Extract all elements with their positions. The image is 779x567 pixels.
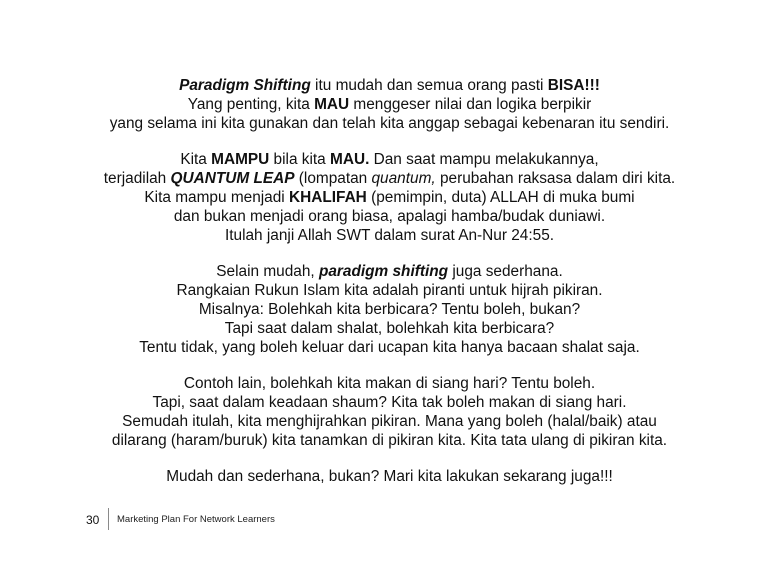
text-line: [0, 76, 779, 95]
text-segment: bila kita: [269, 151, 331, 168]
paragraph: [0, 467, 779, 486]
text-segment: Rangkaian Rukun Islam kita adalah piranti untuk hijrah pikiran.: [176, 282, 603, 299]
emphasis-text: paradigm shifting: [318, 263, 449, 280]
text-line: [0, 188, 779, 207]
strong-text: [179, 77, 311, 94]
text-segment: Dan saat mampu melakukannya,: [369, 151, 599, 168]
text-line: [0, 467, 779, 486]
text-segment: Kita: [180, 151, 212, 168]
paragraph: [0, 262, 779, 357]
strong-text: MAU.: [330, 151, 370, 168]
text-line: [0, 226, 779, 245]
page-number: 30: [86, 513, 100, 527]
text-line: [0, 150, 779, 169]
text-segment: Tapi saat dalam shalat, bolehkah kita berbicara?: [224, 320, 555, 337]
text-line: [0, 95, 779, 114]
text-segment: Semudah itulah, kita menghijrahkan pikiran. Mana yang boleh (halal/baik) atau: [122, 413, 657, 430]
strong-text: KHALIFAH: [289, 189, 367, 206]
text-line: [0, 262, 779, 281]
text-line: [0, 169, 779, 188]
strong-text: MAU: [314, 96, 350, 113]
text-segment: perubahan raksasa dalam diri kita.: [435, 170, 676, 187]
text-segment: menggeser nilai dan logika berpikir: [349, 96, 592, 113]
text-line: [0, 281, 779, 300]
text-segment: juga sederhana.: [448, 263, 563, 280]
text-line: [0, 207, 779, 226]
text-segment: Kita mampu menjadi: [144, 189, 289, 206]
emphasis-text: QUANTUM LEAP: [170, 170, 295, 187]
text-segment: dilarang (haram/buruk) kita tanamkan di pikiran kita. Kita tata ulang di pikiran kita.: [111, 432, 668, 449]
text-segment: Tapi, saat dalam keadaan shaum? Kita tak boleh makan di siang hari.: [152, 394, 627, 411]
paragraph: [0, 150, 779, 245]
text-line: [0, 300, 779, 319]
emphasis-text: Paradigm Shifting: [179, 77, 311, 94]
footer-divider: [108, 508, 109, 530]
text-segment: Selain mudah,: [216, 263, 319, 280]
text-segment: Contoh lain, bolehkah kita makan di siang hari? Tentu boleh.: [183, 375, 596, 392]
text-segment: Yang penting, kita: [187, 96, 315, 113]
text-line: [0, 431, 779, 450]
strong-text: [319, 263, 448, 280]
footer-title: Marketing Plan For Network Learners: [117, 514, 275, 525]
emphasis-text: quantum,: [371, 170, 436, 187]
page-footer: [0, 508, 779, 532]
text-line: [0, 393, 779, 412]
text-segment: dan bukan menjadi orang biasa, apalagi hamba/budak duniawi.: [173, 208, 606, 225]
text-line: [0, 374, 779, 393]
paragraph: [0, 76, 779, 133]
text-segment: (pemimpin, duta) ALLAH di muka bumi: [366, 189, 635, 206]
text-segment: Misalnya: Bolehkah kita berbicara? Tentu boleh, bukan?: [198, 301, 581, 318]
text-segment: Itulah janji Allah SWT dalam surat An-Nur 24:55.: [224, 227, 555, 244]
text-line: [0, 319, 779, 338]
text-line: [0, 338, 779, 357]
text-line: [0, 114, 779, 133]
strong-text: MAMPU: [211, 151, 270, 168]
paragraph: [0, 374, 779, 450]
strong-text: BISA!!!: [547, 77, 600, 94]
text-segment: Tentu tidak, yang boleh keluar dari ucapan kita hanya bacaan shalat saja.: [139, 339, 640, 356]
text-segment: itu mudah dan semua orang pasti: [310, 77, 548, 94]
strong-text: [171, 170, 295, 187]
page-body: [0, 76, 779, 503]
text-segment: yang selama ini kita gunakan dan telah kita anggap sebagai kebenaran itu sendiri.: [109, 115, 670, 132]
text-segment: (lompatan: [294, 170, 372, 187]
text-line: [0, 412, 779, 431]
text-segment: terjadilah: [103, 170, 171, 187]
text-segment: Mudah dan sederhana, bukan? Mari kita lakukan sekarang juga!!!: [166, 468, 613, 485]
